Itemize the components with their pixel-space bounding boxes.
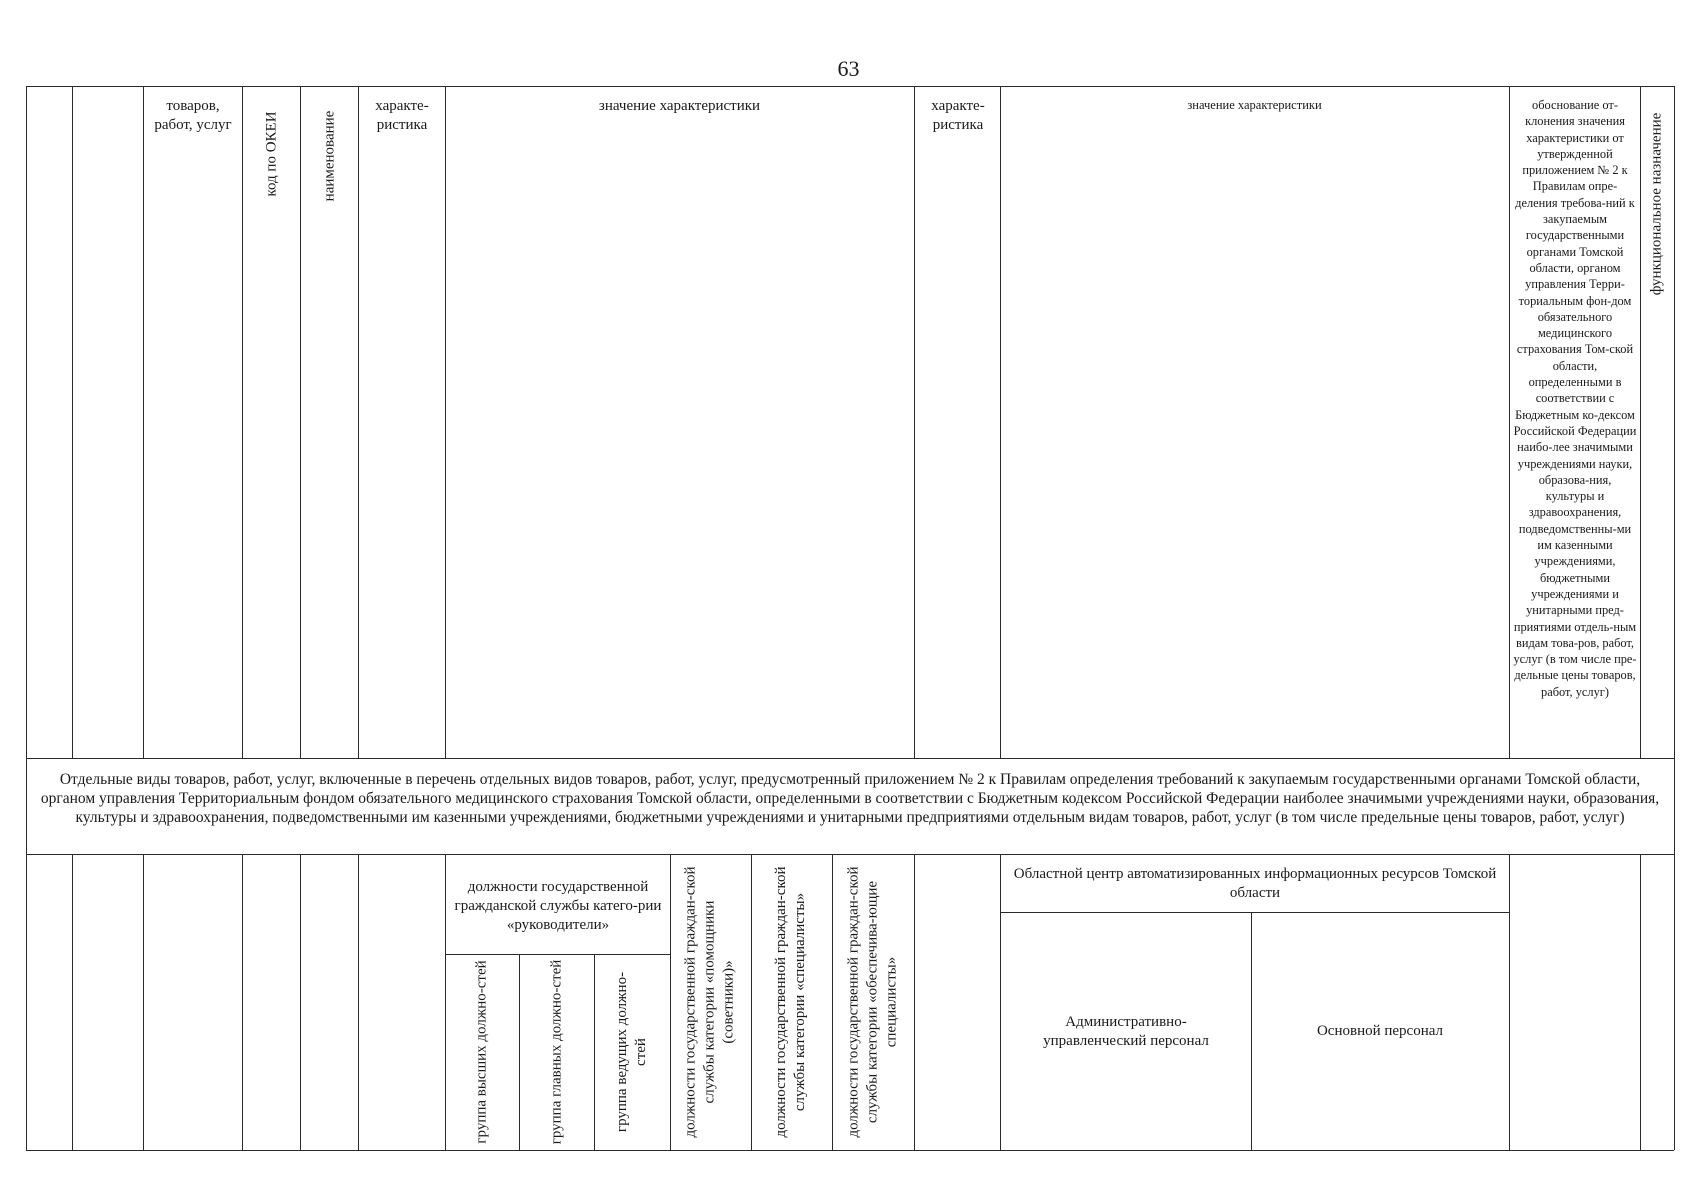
header-characteristic-1: характе-ристика <box>375 98 429 133</box>
subheader-assistants: должности государственной граждан-ской службы категории «помощники (советники)» <box>682 866 737 1138</box>
table-line <box>670 854 671 1150</box>
table-line <box>26 86 1674 87</box>
table-line <box>1674 86 1675 1150</box>
page-number: 63 <box>837 56 860 81</box>
header-goods-label: товаров, работ, услуг <box>154 98 232 133</box>
table-line <box>445 854 446 1150</box>
table-line <box>26 758 1674 759</box>
table-line <box>242 86 243 758</box>
table-line <box>242 854 243 1150</box>
table-line <box>26 1150 1674 1151</box>
table-line <box>72 854 73 1150</box>
subheader-highest-group: группа высших должно-стей <box>473 960 490 1144</box>
subheader-leading-group: группа ведущих должно-стей <box>614 971 649 1133</box>
table-line <box>143 854 144 1150</box>
subheader-specialists: должности государственной граждан-ской службы категории «специалисты» <box>773 866 808 1138</box>
section-title: Отдельные виды товаров, работ, услуг, включенные в перечень отдельных видов товаров, работ, услуг, предусмотренный приложением № 2 к Правилам определения требований к закупаемым государственными органами Томской области, органом управления Территориальным фондом обязательного медицинского страхования Томской области, определенными в соответствии с Бюджетным кодексом Российской Федерации наиболее значимыми учреждениями науки, образования, культуры и здравоохранения, подведомственными им казенными учреждениями, бюджетными учреждениями и унитарными предприятиями отдельным видам товаров, работ, услуг (в том числе предельные цены товаров, работ, услуг) <box>40 771 1660 826</box>
table-line <box>26 854 1674 855</box>
header-justification: обоснование от-клонения значения характеристики от утвержденной приложением № 2 к Правилам опре-деления требова-ний к закупаемым государственными органами Томской области, органом управления Терри-ториальным фон-дом обязательного медицинского страхования Том-ской области, определенными в соответствии с Бюджетным ко-дексом Российской Федерации наибо-лее значимыми учреждениями науки, образова-ния, культуры и здравоохранения, подведомственны-ми им казенными учреждениями, бюджетными учреждениями и унитарными пред-приятиями отдель-ным видам това-ров, работ, услуг (в том числе пре-дельные цены товаров, работ, услуг) <box>1513 98 1637 699</box>
subheader-admin-staff: Административно-управленческий персонал <box>1043 1014 1209 1049</box>
table-line <box>445 86 446 758</box>
table-line <box>72 86 73 758</box>
table-line <box>1000 912 1509 913</box>
table-line <box>751 854 752 1150</box>
table-line <box>594 954 595 1150</box>
table-line <box>143 86 144 758</box>
header-characteristic-2: характе-ристика <box>931 98 985 133</box>
subheader-main-staff: Основной персонал <box>1316 1023 1444 1039</box>
table-line <box>914 854 915 1150</box>
header-char-value-2: значение характеристики <box>1187 98 1322 112</box>
table-line <box>1640 854 1641 1150</box>
table-line <box>1000 86 1001 758</box>
table-line <box>358 86 359 758</box>
subheader-regional-center: Областной центр автоматизированных информационных ресурсов Томской области <box>1013 866 1497 901</box>
table-line <box>1509 854 1510 1150</box>
header-okei-code: код по ОКЕИ <box>263 111 280 197</box>
table-line <box>1251 912 1252 1150</box>
header-functional-purpose: функциональное назначение <box>1648 112 1665 296</box>
table-line <box>1000 854 1001 1150</box>
table-line <box>1509 86 1510 758</box>
header-name: наименование <box>321 110 338 202</box>
table-line <box>519 954 520 1150</box>
table-line <box>445 954 670 955</box>
table-line <box>832 854 833 1150</box>
table-line <box>1640 86 1641 758</box>
header-char-value-1: значение характеристики <box>598 98 761 114</box>
subheader-leaders-group: должности государственной гражданской службы катего-рии «руководители» <box>454 879 662 933</box>
table-line <box>300 854 301 1150</box>
subheader-support-specialists: должности государственной граждан-ской службы категории «обеспечива-ющие специалисты» <box>845 866 900 1138</box>
table-line <box>26 86 27 1150</box>
subheader-main-group: группа главных должно-стей <box>548 959 565 1145</box>
table-line <box>358 854 359 1150</box>
table-line <box>914 86 915 758</box>
table-line <box>300 86 301 758</box>
